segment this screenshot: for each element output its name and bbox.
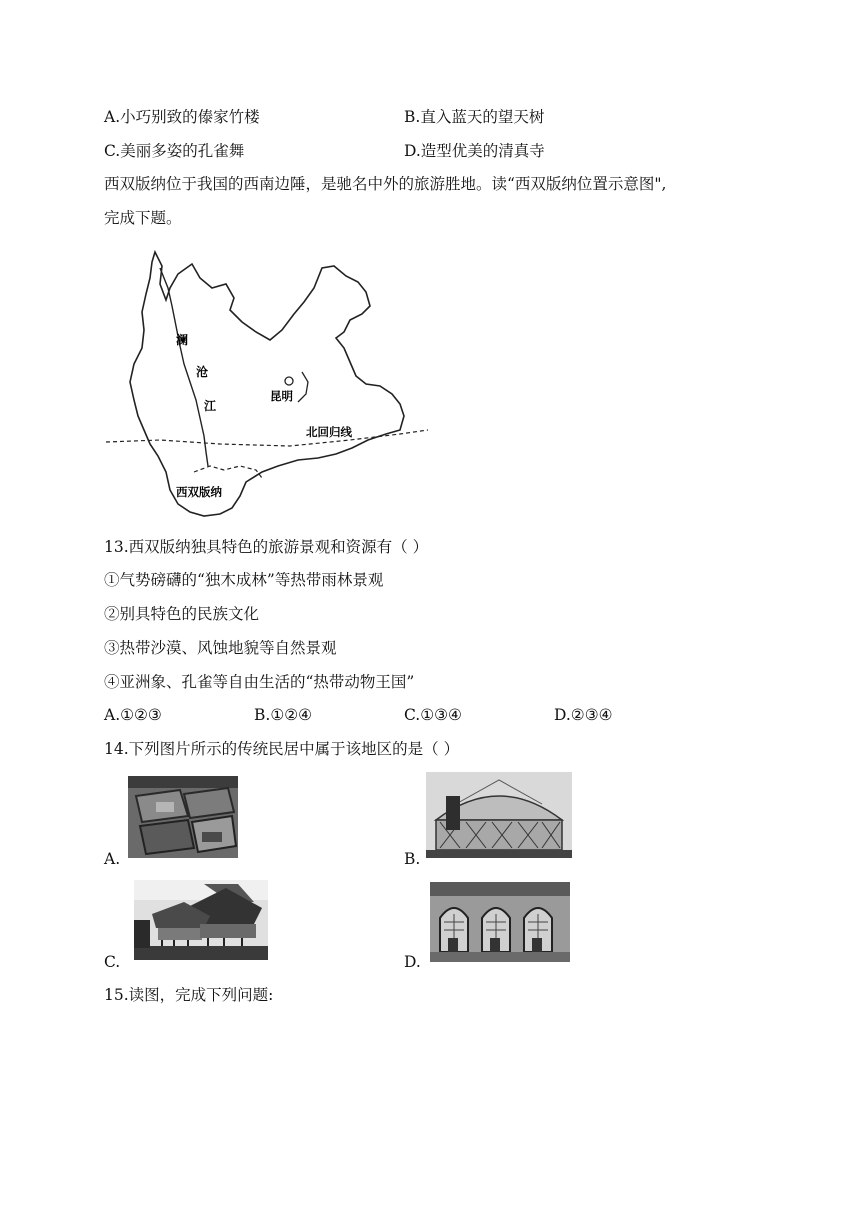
photo-b-yurt — [426, 772, 572, 858]
q14-stem: 14.下列图片所示的传统民居中属于该地区的是（ ） — [104, 740, 460, 758]
intro-line-2: 完成下题。 — [104, 209, 182, 227]
kunming-river — [298, 372, 308, 402]
q15-stem: 15.读图，完成下列问题: — [104, 986, 274, 1004]
q13-item-1: ①气势磅礴的“独木成林”等热带雨林景观 — [104, 571, 384, 589]
photo-d-cave-dwelling — [430, 882, 570, 962]
photo-c-bamboo-house — [134, 880, 268, 960]
intro-line-1: 西双版纳位于我国的西南边陲，是驰名中外的旅游胜地。读“西双版纳位置示意图", — [104, 175, 667, 193]
q12-option-b: B.直入蓝天的望天树 — [404, 108, 545, 126]
q12-option-d: D.造型优美的清真寺 — [404, 142, 545, 160]
q13-option-a: A.①②③ — [104, 706, 162, 724]
q13-item-3: ③热带沙漠、风蚀地貌等自然景观 — [104, 639, 337, 657]
q12-option-a: A.小巧别致的傣家竹楼 — [104, 108, 260, 126]
q13-option-c: C.①③④ — [404, 706, 462, 724]
q14-label-d: D. — [404, 953, 421, 971]
province-outline — [130, 252, 404, 516]
xishuangbanna-boundary — [194, 466, 262, 478]
kunming-label: 昆明 — [270, 389, 293, 403]
river-label-1: 澜 — [176, 333, 189, 347]
q13-item-4: ④亚洲象、孔雀等自由生活的“热带动物王国” — [104, 673, 415, 691]
river-label-3: 江 — [204, 399, 217, 413]
photo-a-courtyard-houses — [128, 776, 238, 858]
river-label-2: 沧 — [196, 365, 209, 379]
q13-stem: 13.西双版纳独具特色的旅游景观和资源有（ ） — [104, 538, 429, 556]
xishuangbanna-label: 西双版纳 — [176, 485, 222, 499]
tropic-of-cancer-line — [106, 430, 428, 446]
q14-label-a: A. — [104, 850, 121, 868]
q13-option-d: D.②③④ — [554, 706, 613, 724]
kunming-marker — [285, 377, 293, 385]
q12-option-c: C.美丽多姿的孔雀舞 — [104, 142, 245, 160]
q14-label-b: B. — [404, 850, 421, 868]
tropic-label: 北回归线 — [306, 425, 352, 439]
q13-item-2: ②别具特色的民族文化 — [104, 605, 260, 623]
xishuangbanna-location-map — [100, 244, 430, 520]
q13-option-b: B.①②④ — [254, 706, 313, 724]
q14-label-c: C. — [104, 953, 121, 971]
